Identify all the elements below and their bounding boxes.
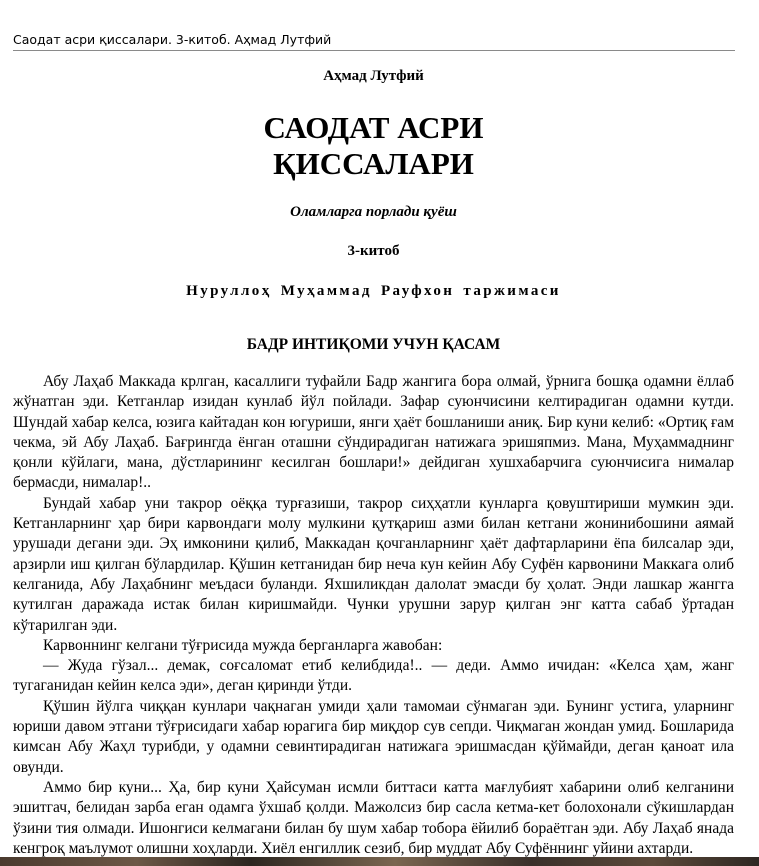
book-title-line-2: ҚИССАЛАРИ: [273, 146, 474, 181]
paragraph: Бундай хабар уни такрор оёққа турғазиши, такрор сиҳҳатли кунларга қовуштириши мумкин эди. Кетганларнинг ҳар бири карвондаги молу мулкини қутқариш азми билан кетгани жонинибошини аямай урушади дегани эди. Эҳ имконини қилиб, Маккадан қочганларнинг ҳаёт дафтарларини ёпа билсалар эди, арзирли иш қилган бўлардилар. Қўшин кетганидан бир неча кун кейин Абу Суфён карвонини Маккага олиб келганида, Абу Лаҳабнинг меъдаси буланди. Яхшиликдан далолат эмасди бу ҳолат. Энди лашкар жангга кутилган даражада истак билан киришмайди. Чунки урушни зарур қилган энг катта сабаб ўртадан кўтарилган эди.: [13, 494, 734, 634]
bottom-photo-strip: [0, 857, 759, 866]
paragraph: Карвоннинг келгани тўғрисида мужда берганларга жавобан:: [43, 636, 443, 654]
running-header: Саодат асри қиссалари. 3-китоб. Аҳмад Лутфий: [13, 32, 735, 51]
paragraph: Аммо бир куни... Ҳа, бир куни Ҳайсуман исмли биттаси катта мағлубият хабарини олиб келганини эшитгач, белидан зарба еган одамга ўхшаб қолди. Мажолсиз бир сасла кетма-кет болохонали сўкишлардан ўзини тия олмади. Ишонгиси келмагани билан бу шум хабар тобора ёйилиб бораётган эди. Абу Лаҳаб янада кенгроқ маълумот олишни хоҳларди. Хиёл енгиллик сезиб, бир муддат Абу Суфённинг уйини ахтарди.: [13, 778, 734, 857]
document-page: [13, 58, 734, 859]
paragraph: — Жуда гўзал... демак, соғсаломат етиб келибдида!.. — деди. Аммо ичидан: «Келса ҳам, жанг тугаганидан кейин келса эди», деган қиринди ўтди.: [13, 657, 734, 695]
volume-number: 3-китоб: [347, 243, 400, 259]
paragraph: Абу Лаҳаб Маккада крлган, касаллиги туфайли Бадр жангига бора олмай, ўрнига бошқа одамни ёллаб жўнатган эди. Кетганлар изидан кунлаб йўл пойлади. Зафар суюнчисини келтирадиган одамни кутди. Шундай хабар келса, юзига кайтадан кон югуриши, янги ҳаёт бошланиши аниқ. Бир куни келиб: «Ортиқ ғам чекма, эй Абу Лаҳаб. Бағрингда ёнган оташни сўндирадиган натижага эришяпмиз. Мана, Муҳаммаднинг қонли кўйлаги, мана, дўстларининг кесилган бошлари!» дейдиган хушхабарчига суюнчисига нималар бермасди, нималар!..: [13, 373, 734, 492]
chapter-title: БАДР ИНТИҚОМИ УЧУН ҚАСАМ: [246, 336, 501, 353]
translator-credit: Нуруллоҳ Муҳаммад Рауфхон таржимаси: [186, 283, 561, 299]
chapter-body: [13, 372, 734, 859]
paragraph: Қўшин йўлга чиққан кунлари чақнаган умиди ҳали тамомаи сўнмаган эди. Бунинг устига, уларнинг юриши давом этгани тўғрисидаги хабар юрагига бир миқдор сув сепди. Чиқмаган жондан умид. Бошларида кимсан Абу Жаҳл турибди, у одамни севинтирадиган натижага эришмасдан қўймайди, деган қаноат ила овунди.: [13, 697, 734, 776]
book-subtitle: Оламларга порлади қуёш: [290, 204, 457, 220]
book-title: [13, 110, 734, 182]
author-name: Аҳмад Лутфий: [323, 68, 424, 84]
book-title-line-1: САОДАТ АСРИ: [263, 110, 484, 145]
